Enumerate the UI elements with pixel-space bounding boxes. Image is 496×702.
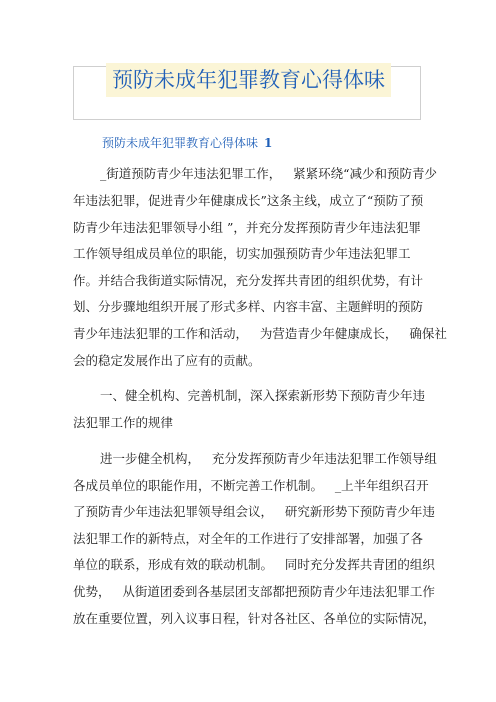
- body-line: 作。并结合我街道实际情况，充分发挥共青团的组织优势，有计: [73, 273, 424, 288]
- body-line: 优势， 从街道团委到各基层团支部都把预防青少年违法犯罪工作: [73, 584, 435, 599]
- body-line: 单位的联系，形成有效的联动机制。 同时充分发挥共青团的组织: [73, 557, 435, 572]
- body-line: 会的稳定发展作出了应有的贡献。: [73, 353, 261, 368]
- document-title: 预防未成年犯罪教育心得体味: [106, 63, 391, 97]
- body-line: 防青少年违法犯罪领导小组 ”，并充分发挥预防青少年违法犯罪: [73, 220, 421, 235]
- body-line: 青少年违法犯罪的工作和活动， 为营造青少年健康成长， 确保社: [73, 326, 447, 341]
- body-line: 工作领导组成员单位的职能，切实加强预防青少年违法犯罪工: [73, 246, 411, 261]
- body-line: 法犯罪工作的新特点，对全年的工作进行了安排部署，加强了各: [73, 531, 424, 546]
- subtitle-number: 1: [264, 136, 273, 150]
- body-line: 进一步健全机构， 充分发挥预防青少年违法犯罪工作领导组: [100, 451, 437, 466]
- body-line: 各成员单位的职能作用，不断完善工作机制。 _上半年组织召开: [73, 478, 429, 493]
- body-line: 了预防青少年违法犯罪领导组会议， 研究新形势下预防青少年违: [73, 504, 435, 519]
- section-heading: 一、健全机构、完善机制，深入探索新形势下预防青少年违: [100, 388, 426, 403]
- document-subtitle: [102, 135, 272, 151]
- section-heading: 法犯罪工作的规律: [73, 415, 174, 430]
- body-line: 年违法犯罪，促进青少年健康成长”这条主线，成立了“预防了预: [73, 193, 424, 208]
- body-line: 放在重要位置，列入议事日程，针对各社区、各单位的实际情况，: [73, 611, 436, 626]
- body-line: 划、分步骤地组织开展了形式多样、内容丰富、主题鲜明的预防: [73, 299, 424, 314]
- body-line: _街道预防青少年违法犯罪工作， 紧紧环绕“减少和预防青少: [100, 166, 438, 181]
- title-box: [73, 66, 421, 120]
- subtitle-text: 预防未成年犯罪教育心得体味: [102, 136, 259, 150]
